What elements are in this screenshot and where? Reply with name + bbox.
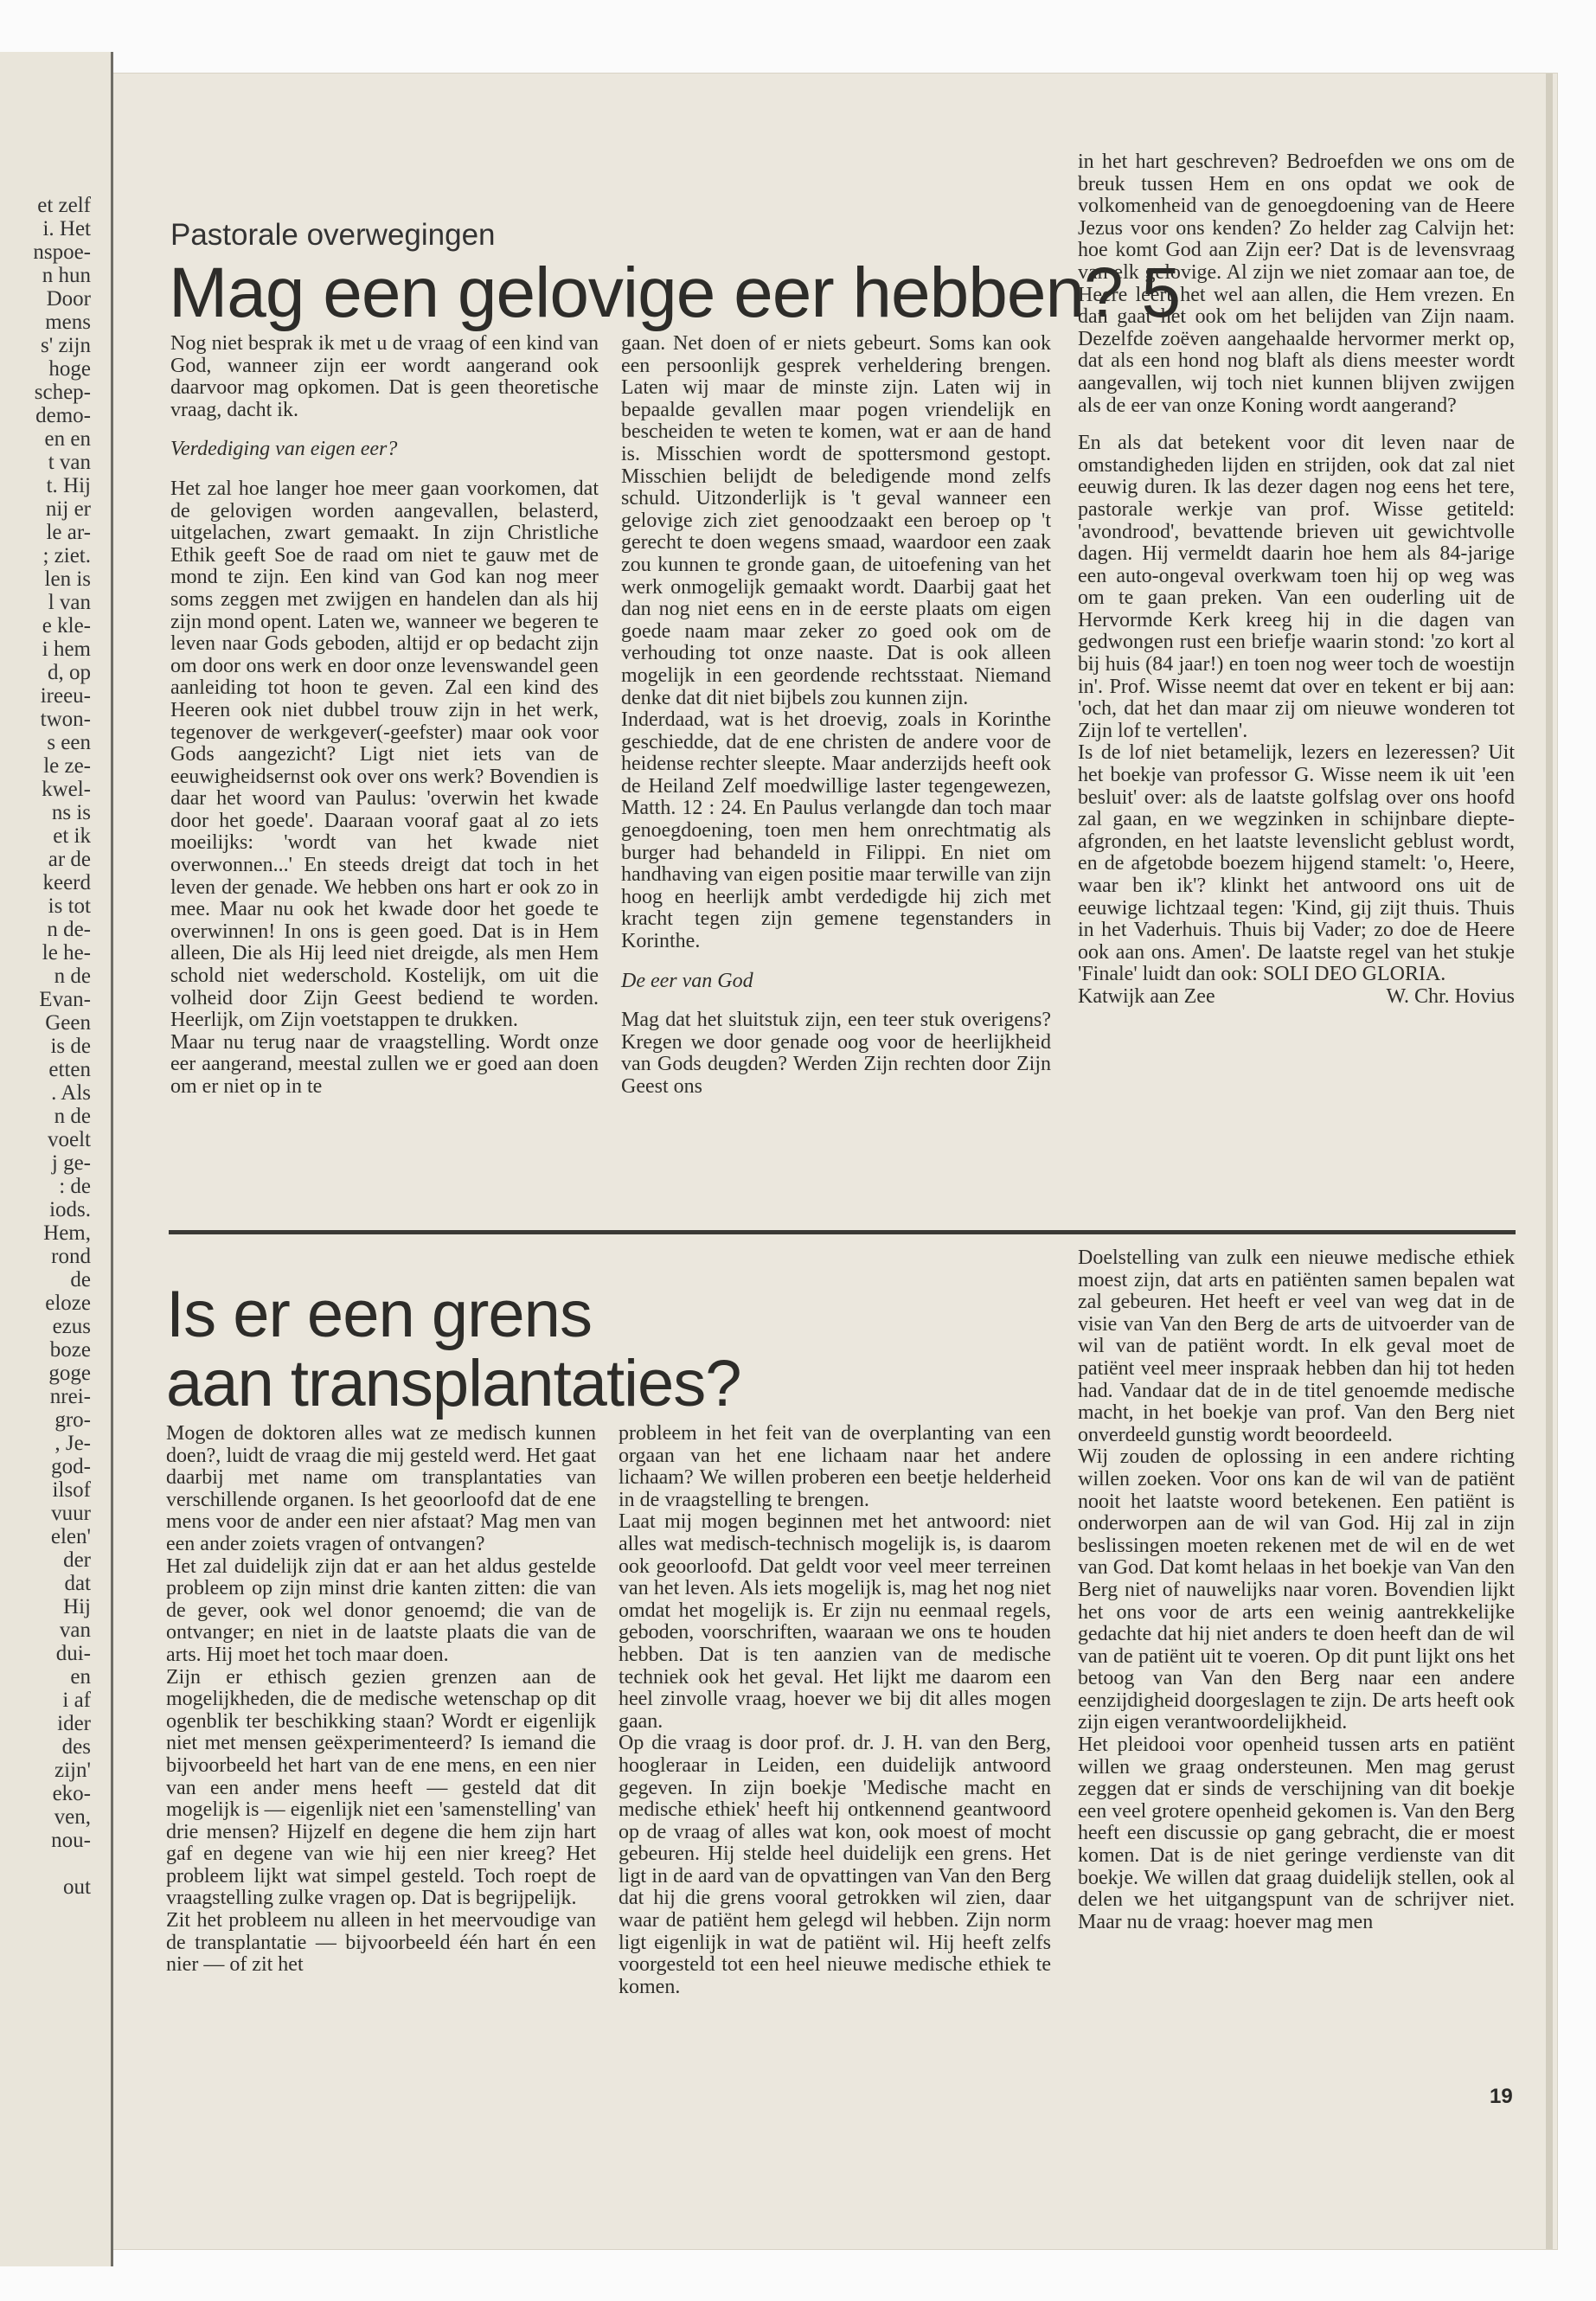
paragraph: Zijn er ethisch gezien grenzen aan de mogelijkheden, die de medische wetenschap op dit ogenblik ter beschikking staan? Wordt er eigenlijk niet met mensen geëxperimenteerd? Is iemand die bijvoorbeeld het hart van de ene mens, en een nier van een ander mens heeft — gesteld dat dit mogelijk is — eigenlijk niet een 'samenstelling' van drie mensen? Hijzelf en degene die hem zijn hart gaf en degene van wie hij een nier kreeg? Het probleem lijkt wat simpel gesteld. Toch roept de vraagstelling zulke vragen op. Dat is begrijpelijk. (166, 1665, 596, 1910)
prev-page-fragment-line: eloze (45, 1292, 91, 1315)
prev-page-fragment-line: iods. (49, 1199, 91, 1221)
prev-page-fragment-line: is de (50, 1035, 91, 1058)
prev-page-fragment-line: demo- (35, 405, 91, 427)
prev-page-fragment-line: . Als (51, 1082, 91, 1105)
prev-page-fragment-line: is tot (48, 895, 91, 918)
prev-page-fragment-line: boze (49, 1339, 91, 1362)
prev-page-fragment-line: twon- (40, 708, 91, 731)
prev-page-fragment-line: i. Het (42, 218, 91, 240)
article2-column-1 (166, 1423, 596, 1977)
article1-column-2 (621, 333, 1051, 1099)
paragraph: probleem in het feit van de overplanting van een orgaan van het ene lichaam naar het andere lichaam? We willen proberen een beetje helderheid in de vraagstelling te brengen. (619, 1422, 1051, 1511)
prev-page-fragment-line: n de (54, 1106, 91, 1128)
paragraph: Zit het probleem nu alleen in het meervoudige van de transplantatie — bijvoorbeeld één hart én een nier — of zit het (166, 1909, 596, 1977)
prev-page-fragment-line: elen' (50, 1526, 91, 1548)
prev-page-fragment-line: ven, (54, 1806, 91, 1829)
subheading: Verdediging van eigen eer? (170, 438, 398, 461)
prev-page-fragment-line: , Je- (54, 1433, 91, 1455)
prev-page-fragment-line: d, op (48, 662, 91, 684)
prev-page-fragment-line: nrei- (49, 1386, 91, 1408)
prev-page-fragment-line: et ik (53, 825, 91, 848)
prev-page-fragment-line: Hem, (43, 1222, 91, 1245)
article1-kicker: Pastorale overwegingen (170, 218, 496, 252)
paragraph: Nog niet besprak ik met u de vraag of een kind van God, wanneer zijn eer wordt aangerand ook daarvoor mag opkomen. Dat is geen theoretische vraag, dacht ik. (170, 332, 599, 421)
prev-page-fragment-line: Hij (63, 1596, 91, 1618)
prev-page-fragment-line: i af (62, 1689, 91, 1712)
prev-page-fragment-line: out (63, 1876, 91, 1899)
prev-page-fragment-line: gro- (54, 1409, 91, 1432)
paragraph: Inderdaad, wat is het droevig, zoals in Korinthe geschiedde, dat de ene christen de andere voor de heidense rechter sleepte. Maar anderzijds heeft ook de Heiland Zelf moedwillige laster tegengewezen, Matth. 12 : 24. En Paulus verlangde dan toch maar genoegdoening, toen men hem onrechtmatig als burger had behandeld in Filippi. En niet om handhaving van eigen positie maar terwille van zijn hoog en heerlijk ambt verdedigde hij zich met kracht tegen zijn gemene tegenstanders in Korinthe. (621, 708, 1051, 953)
prev-page-fragment-line: s een (47, 732, 91, 754)
paragraph: Het zal hoe langer hoe meer gaan voorkomen, dat de gelovigen worden aangevallen, belasterd, uitgelachen, zwart gemaakt. In zijn Christliche Ethik geeft Soe de raad om niet te gauw met de mond te zijn. Een kind van God kan nog meer soms zeggen met zwijgen en handelen dan als hij zijn mond opent. Laten we, wanneer we begeren te leven naar Gods geboden, altijd er op bedacht zijn om door ons werk en door onze levenswandel geen aanleiding tot hoon te geven. Zal een kind des Heeren ook niet dubbel trouw zijn in het werk, tegenover de werkgever(-geefster) maar ook voor Gods aangezicht? Ligt niet iets van de eeuwigheidsernst ook over ons werk? Bovendien is daar het woord van Paulus: 'overwin het kwade door het goede'. Daaraan vooraf gaat al zo iets moeilijks: 'wordt van het kwade niet overwonnen...' En steeds dreigt dat toch in het leven der genade. We hebben ons hart er ook zo in mee. Maar nu ook het kwade door het goede te overwinnen! In ons is geen goed. Dat is in Hem alleen, Die als Hij leed niet dreigde, als men Hem schold niet wederschold. Kostelijk, om uit die volheid door Zijn Geest bediend te worden. Heerlijk, om Zijn voetstappen te drukken. (170, 477, 599, 1032)
article1-column-1 (170, 333, 599, 1099)
prev-page-fragment-line: i hem (42, 638, 91, 661)
prev-page-fragment-line: god- (51, 1456, 91, 1478)
prev-page-fragment-line: nij er (45, 498, 91, 521)
prev-page-fragment-line: l van (48, 592, 91, 614)
prev-page-fragment-line: le ar- (46, 522, 91, 544)
signature-line (1078, 986, 1515, 1009)
prev-page-fragment-line: e kle- (42, 615, 91, 638)
paragraph: in het hart geschreven? Bedroefden we ons om de breuk tussen Hem en ons opdat we ook de volkomenheid van de genoegdoening van de Heere Jezus voor ons kenden? Zo helder zag Calvijn het: hoe komt God aan Zijn eer? Dat is de levensvraag van elk gelovige. Al zijn we niet zomaar aan toe, de Heere leert het wel aan allen, die Hem vrezen. En dan gaat het ook om het belijden van Zijn naam. Dezelfde zoëven aangehaalde hervormer merkt op, dat als een hond nog blaft als diens meester wordt aangevallen, wij toch niet kunnen blijven zwijgen als de eer van onze Koning wordt aangerand? (1078, 151, 1515, 417)
prev-page-fragment-line: rond (51, 1246, 91, 1268)
paragraph: Doelstelling van zulk een nieuwe medische ethiek moest zijn, dat arts en patiënten samen bepalen wat zal gebeuren. Het heeft er veel van weg dat in de visie van Van den Berg de arts de uitvoerder van de wil van de patiënt wordt. In elk geval moet de patiënt veel meer inspraak hebben dan hij tot heden had. Vandaar dat de in de titel genoemde medische macht, in het boekje van prof. Van den Berg niet onverdeeld gunstig wordt beoordeeld. (1078, 1247, 1515, 1446)
prev-page-fragment-line: voelt (48, 1129, 91, 1151)
prev-page-fragment-line: en (70, 1666, 91, 1689)
article2-column-3 (1078, 1247, 1515, 1933)
prev-page-fragment-line: : de (59, 1176, 91, 1198)
prev-page-fragment-line: Geen (45, 1012, 91, 1035)
subheading: De eer van God (621, 969, 753, 992)
prev-page-fragment-line: der (63, 1549, 91, 1572)
previous-page-fragment (0, 52, 113, 2266)
prev-page-fragment-line: dui- (55, 1643, 91, 1665)
prev-page-fragment-line: nou- (51, 1830, 91, 1852)
paragraph: Het zal duidelijk zijn dat er aan het aldus gestelde probleem op zijn minst drie kanten zitten: die van de gever, ook wel donor genoemd; die van de ontvanger; en niet in de laatste plaats die van de arts. Hij moet het toch maar doen. (166, 1554, 596, 1666)
paragraph: Het pleidooi voor openheid tussen arts en patiënt willen we graag ondersteunen. Men mag gerust zeggen dat er sinds de verschijning van dit boekje een veel grotere openheid gekomen is. Van den Berg heeft een discussie op gang gebracht, die er moest komen. Dat is de niet geringe verdienste van dit boekje. We willen dat graag duidelijk stellen, ook al delen we het uitgangspunt van de schrijver niet. Maar nu de vraag: hoever mag men (1078, 1734, 1515, 1933)
prev-page-fragment-line: le he- (42, 942, 91, 965)
paragraph: gaan. Net doen of er niets gebeurt. Soms kan ook een persoonlijk gesprek verheldering brengen. Laten wij maar de minste zijn. Laten wij in bepaalde gevallen maar pogen vriendelijk en bescheiden te weten te komen, wat er aan de hand is. Misschien wordt de spottersmond gestopt. Misschien belijdt de beledigende mond zelfs schuld. Uitzonderlijk is 't geval wanneer een gelovige zich ziet genoodzaakt een beroep op 't gerecht te doen wegens smaad, waardoor een zaak zou kunnen te gronde gaan, de uitoefening van het werk onmogelijk gemaakt wordt. Daarbij gaat het dan nog niet eens en in de eerste plaats om eigen goede naam maar zeker zo goed ook om de verhouding tot onze naaste. Dat is ook alleen mogelijk in een geordende rechtsstaat. Niemand denke dat dit niet bijbels zou kunnen zijn. (621, 332, 1051, 709)
place: Katwijk aan Zee (1078, 984, 1215, 1008)
prev-page-fragment-line: n de (54, 965, 91, 988)
prev-page-fragment-line: des (61, 1736, 91, 1759)
paragraph: Maar nu terug naar de vraagstelling. Wordt onze eer aangerand, meestal zullen we er goed aan doen om er niet op in te (170, 1030, 599, 1098)
prev-page-fragment-line: vuur (51, 1503, 91, 1525)
paragraph: Wij zouden de oplossing in een andere richting willen zoeken. Voor ons kan de wil van de patiënt nooit het laatste woord betekenen. Een patiënt is onderworpen aan de wil van God. Hij zal in zijn beslissingen moeten rekenen met de wil en de wet van God. Dat komt helaas in het boekje van Van den Berg niet of nauwelijks naar voren. Bovendien lijkt het ons voor de arts een weinig aantrekkelijke gedachte dat hij niet anders te doen heeft dan de wil van de patiënt uit te voeren. Op dit punt lijkt ons het betoog van Van den Berg naar een andere eenzijdigheid doorgeslagen te zijn. De arts heeft ook zijn eigen verantwoordelijkheid. (1078, 1445, 1515, 1734)
prev-page-fragment-line: len is (44, 568, 91, 591)
prev-page-fragment-line: kwel- (42, 779, 91, 801)
prev-page-fragment-line: ireeu- (40, 685, 91, 708)
prev-page-fragment-line: n hun (42, 265, 91, 287)
paragraph: Mogen de doktoren alles wat ze medisch kunnen doen?, luidt de vraag die mij gesteld werd. Het gaat daarbij met name om transplantaties van verschillende organen. Is het geoorloofd dat de ene mens voor de ander een nier afstaat? Mag men van een ander zoiets vragen of ontvangen? (166, 1422, 596, 1555)
prev-page-fragment-line: ezus (52, 1316, 91, 1338)
prev-page-fragment-line: eko- (52, 1783, 91, 1805)
paragraph: Laat mij mogen beginnen met het antwoord: niet alles wat medisch-technisch mogelijk is, is daarom ook geoorloofd. Dat geldt voor veel meer terreinen van het leven. Als iets mogelijk is, mag het nog niet omdat het mogelijk is. Er zijn nu eenmaal regels, geboden, voorschriften, waaraan we ons te houden hebben. Dat is ten aanzien van de medische techniek ook het geval. Het lijkt me daarom een heel zinvolle vraag, hoever we bij dit alles mogen gaan. (619, 1510, 1051, 1733)
prev-page-fragment-line: ar de (48, 849, 91, 871)
section-divider (169, 1230, 1516, 1234)
page-number: 19 (1490, 2085, 1513, 2108)
prev-page-fragment-line: t van (48, 452, 91, 474)
prev-page-fragment-line: ; ziet. (42, 545, 91, 567)
prev-page-fragment-line: zijn' (54, 1759, 91, 1782)
prev-page-fragment-line: le ze- (43, 755, 91, 778)
prev-page-fragment-line: ider (57, 1713, 91, 1735)
article1-column-3 (1078, 151, 1515, 1009)
article2-column-2 (619, 1423, 1051, 1998)
paragraph: Is de lof niet betamelijk, lezers en lezeressen? Uit het boekje van professor G. Wisse neem ik uit 'een besluit' over: als de laatste golfslag over ons hoofd zal gaan, en we wegzinken in schijnbare diepte-afgronden, en het laatste levenslicht geblust wordt, en de afgetobde boezem hijgend stamelt: 'o, Heere, waar ben ik'? klinkt het antwoord ons uit de eeuwige lichtzaal tegen: 'Kind, gij zijt thuis. Thuis in het Vaderhuis. Thuis bij Vader; zo doe de Heere ook aan ons. Amen'. De laatste regel van het stukje 'Finale' luidt dan ook: SOLI DEO GLORIA. (1078, 741, 1515, 986)
article1-title: Mag een gelovige eer hebben? 5 (169, 253, 1181, 332)
prev-page-fragment-line: etten (48, 1059, 91, 1081)
page-edge (1546, 74, 1553, 2249)
prev-page-fragment-line: mens (45, 311, 91, 334)
article2-title-line2: aan transplantaties? (166, 1347, 741, 1420)
article2-title-line1: Is er een grens (166, 1278, 592, 1351)
prev-page-fragment-line: hoge (48, 358, 91, 381)
prev-page-fragment-line: ns is (51, 802, 91, 824)
prev-page-fragment-line: Evan- (39, 989, 91, 1011)
prev-page-fragment-line: goge (48, 1362, 91, 1385)
prev-page-fragment-line: en en (44, 428, 91, 451)
prev-page-fragment-line: j ge- (51, 1152, 91, 1175)
prev-page-fragment-line: Door (46, 288, 91, 311)
paragraph: Op die vraag is door prof. dr. J. H. van den Berg, hoogleraar in Leiden, een duidelijk antwoord gegeven. In zijn boekje 'Medische macht en medische ethiek' heeft hij ontkennend geantwoord op de vraag of alles wat kon, ook moest of mocht gebeuren. Hij stelde heel duidelijk een grens. Het ligt in de aard van de opvattingen van Van den Berg dat hij die grens vooral getrokken wil zien, daar waar de patiënt hem gelegd wil hebben. Zijn norm ligt eigenlijk in wat de patiënt wil. Hij heeft zelfs voorgesteld tot een heel nieuwe medische ethiek te komen. (619, 1732, 1051, 1998)
prev-page-fragment-line: ilsof (52, 1479, 91, 1502)
prev-page-fragment-line: van (59, 1619, 91, 1642)
prev-page-fragment-line: de (70, 1269, 91, 1292)
prev-page-fragment-line: t. Hij (46, 475, 91, 497)
paragraph: En als dat betekent voor dit leven naar de omstandigheden lijden en strijden, ook dat zal niet eeuwig duren. Ik las dezer dagen nog eens het tere, pastorale werkje van prof. Wisse getiteld: 'avondrood', bevattende brieven uit gewichtvolle dagen. Hij vermeldt daarin hoe hem als 84-jarige een auto-ongeval overkwam toen hij op weg was om te gaan preken. Van een ouderling uit de Hervormde Kerk kreeg hij in die dagen van gedwongen rust een briefje waarin stond: 'zo kort al bij huis (84 jaar!) en toen nog weer toch de woestijn in'. Prof. Wisse neemt dat over en tekent er bij aan: 'och, dat het dan maar zij om nieuwe wonderen tot Zijn lof te vertellen'. (1078, 432, 1515, 742)
prev-page-fragment-line: n de- (47, 919, 91, 941)
prev-page-fragment-line: dat (64, 1573, 91, 1595)
author: W. Chr. Hovius (1386, 984, 1515, 1008)
prev-page-fragment-line: nspoe- (33, 241, 91, 264)
prev-page-fragment-line: schep- (34, 381, 91, 404)
prev-page-fragment-line: et zelf (37, 195, 91, 217)
prev-page-fragment-line: s' zijn (41, 335, 91, 357)
prev-page-fragment-line: keerd (42, 872, 91, 894)
paragraph: Mag dat het sluitstuk zijn, een teer stuk overigens? Kregen we door genade oog voor de heerlijkheid van Gods deugden? Werden Zijn rechten door Zijn Geest ons (621, 1009, 1051, 1098)
